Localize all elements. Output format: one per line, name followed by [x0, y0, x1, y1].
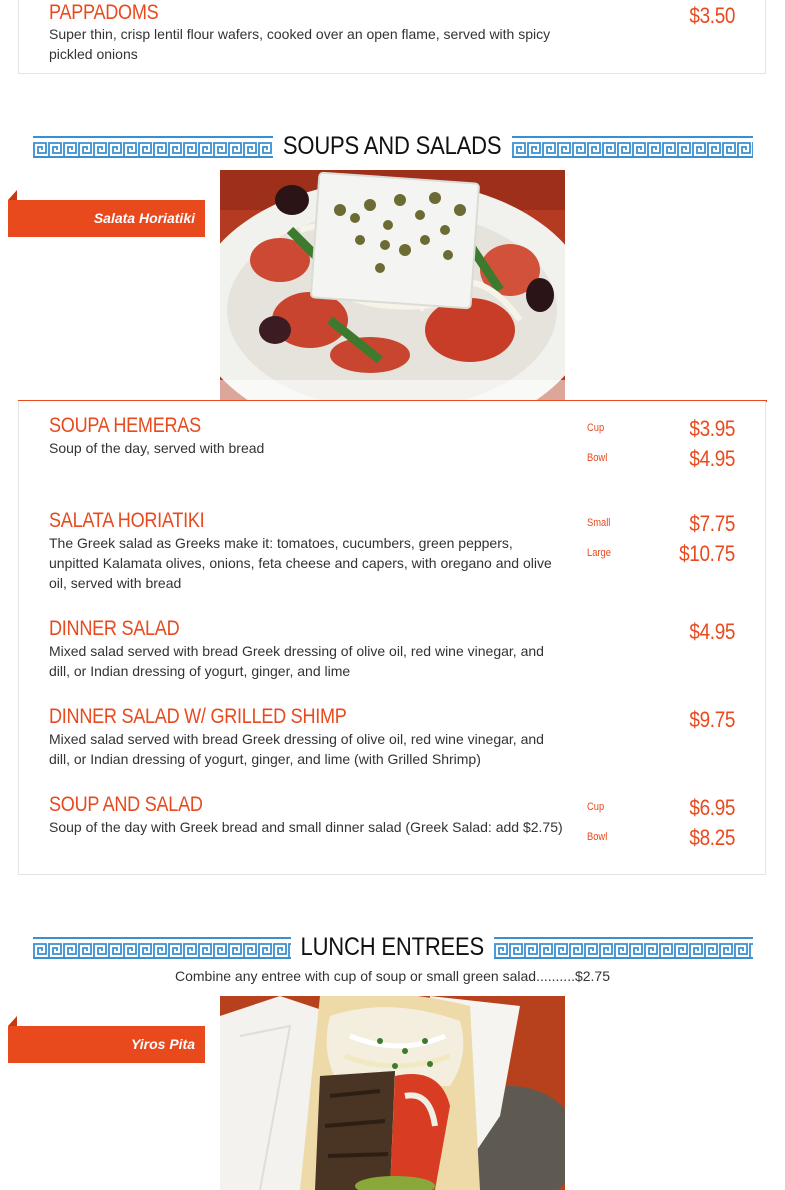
item-name: SALATA HORIATIKI — [49, 509, 205, 532]
yiros-pita-photo[interactable] — [220, 996, 565, 1190]
size-label: Large — [587, 547, 611, 559]
item-description: Mixed salad served with bread Greek dressing of olive oil, red wine vinegar, and dill, or Indian dressing of yogurt, ginger, and lime — [49, 643, 544, 679]
item-price: $10.75 — [679, 541, 735, 566]
item-description: Soup of the day, served with bread — [49, 440, 265, 456]
item-description: Super thin, crisp lentil flour wafers, cooked over an open flame, served with spicy pickled onions — [49, 26, 551, 62]
item-name: SOUP AND SALAD — [49, 793, 203, 816]
photo-ribbon-label: Yiros Pita — [8, 1026, 205, 1063]
item-price: $4.95 — [689, 446, 735, 471]
ribbon-fold — [8, 190, 17, 200]
item-name: SOUPA HEMERAS — [49, 414, 201, 437]
salad-photo[interactable] — [220, 170, 565, 400]
item-description: Soup of the day with Greek bread and small dinner salad (Greek Salad: add $2.75) — [49, 819, 563, 835]
section-title-lunch: LUNCH ENTREES — [300, 933, 485, 961]
item-price: $3.95 — [689, 416, 735, 441]
pappadoms-box — [18, 0, 766, 74]
section-title-soups: SOUPS AND SALADS — [283, 132, 502, 160]
item-price: $9.75 — [689, 707, 735, 732]
item-price: $3.50 — [689, 3, 735, 28]
photo-ribbon-label: Salata Horiatiki — [8, 200, 205, 237]
size-label: Small — [587, 517, 611, 529]
size-label: Bowl — [587, 452, 608, 464]
size-label: Cup — [587, 422, 605, 434]
item-price: $4.95 — [689, 619, 735, 644]
item-name: PAPPADOMS — [49, 1, 159, 24]
item-description: Mixed salad served with bread Greek dressing of olive oil, red wine vinegar, and dill, or Indian dressing of yogurt, ginger, and lime (with Grilled Shrimp) — [49, 731, 544, 767]
item-name: DINNER SALAD — [49, 617, 180, 640]
item-name: DINNER SALAD W/ GRILLED SHIMP — [49, 705, 347, 728]
soups-salads-box — [18, 401, 766, 875]
ribbon-fold — [8, 1016, 17, 1026]
combine-note: Combine any entree with cup of soup or small green salad..........$2.75 — [174, 968, 611, 984]
item-price: $7.75 — [689, 511, 735, 536]
greek-key-border-icon — [494, 937, 753, 959]
greek-key-border-icon — [512, 136, 753, 158]
item-price: $6.95 — [689, 795, 735, 820]
item-price: $8.25 — [689, 825, 735, 850]
item-description: The Greek salad as Greeks make it: tomatoes, cucumbers, green peppers, unpitted Kalamata olives, onions, feta cheese and capers, with oregano and olive oil, served with bread — [49, 535, 552, 591]
size-label: Cup — [587, 801, 605, 813]
size-label: Bowl — [587, 831, 608, 843]
